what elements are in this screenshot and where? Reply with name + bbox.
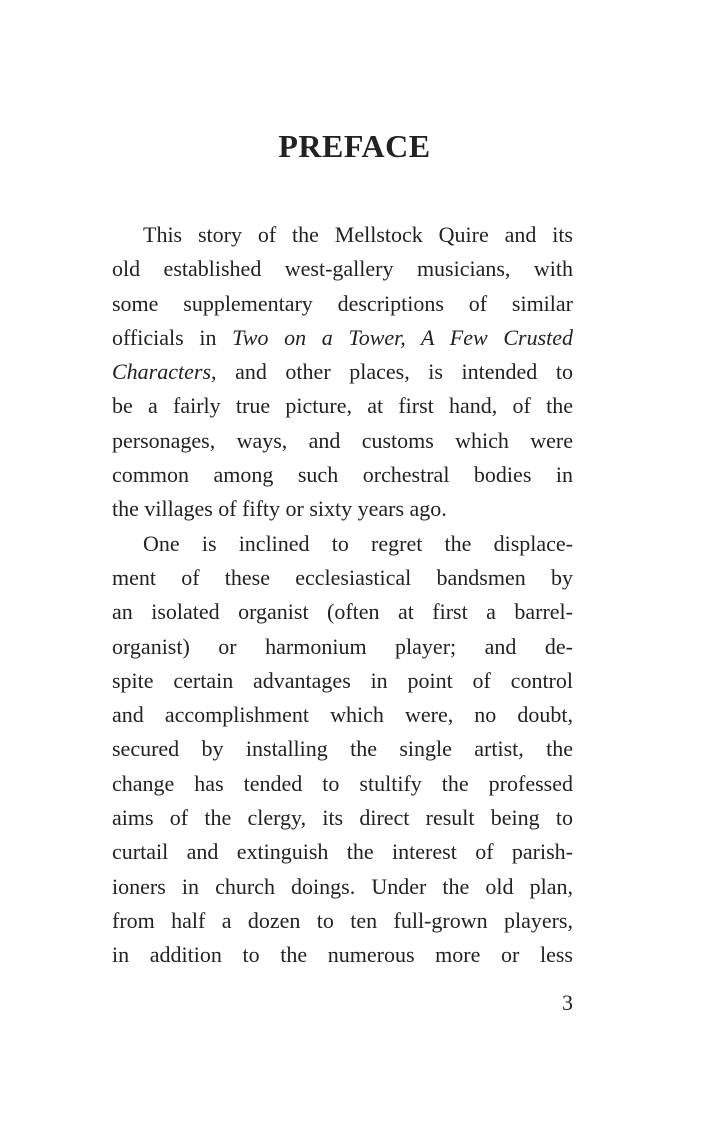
text-line [112,321,573,355]
italic-title-text: Characters [112,359,211,385]
text-segment: from half a dozen to ten full-grown players, [112,907,573,933]
text-line [112,561,573,595]
text-segment: old established west-gallery musicians, with [112,256,573,282]
text-segment: aims of the clergy, its direct result being to [112,805,573,831]
text-line [112,595,573,629]
text-segment: the villages of fifty or sixty years ago. [112,496,447,522]
text-segment: be a fairly true picture, at first hand, of the [112,393,573,419]
page-number: 3 [562,990,573,1015]
text-line [112,492,573,526]
text-segment: officials in [112,324,233,350]
text-line [112,664,573,698]
preface-body [112,218,573,973]
text-line [112,767,573,801]
text-segment: One is inclined to regret the displace- [143,530,573,556]
text-segment: in addition to the numerous more or less [112,942,573,968]
text-segment: ioners in church doings. Under the old plan, [112,873,573,899]
text-segment: common among such orchestral bodies in [112,462,573,488]
text-segment: spite certain advantages in point of control [112,667,573,693]
text-line [112,870,573,904]
text-segment: an isolated organist (often at first a barrel- [112,599,573,625]
text-line [112,424,573,458]
text-line [112,801,573,835]
text-line [112,355,573,389]
text-line [112,252,573,286]
text-line [112,732,573,766]
text-segment: personages, ways, and customs which were [112,427,573,453]
text-line [112,389,573,423]
text-segment: and accomplishment which were, no doubt, [112,702,573,728]
text-segment: curtail and extinguish the interest of parish- [112,839,573,865]
text-line [112,458,573,492]
text-segment: ment of these ecclesiastical bandsmen by [112,564,573,590]
text-segment: , and other places, is intended to [211,359,573,385]
text-segment: change has tended to stultify the professed [112,770,573,796]
page-title: PREFACE [278,128,431,164]
text-line [112,527,573,561]
text-line [112,218,573,252]
text-line [112,287,573,321]
text-segment: This story of the Mellstock Quire and its [143,222,573,247]
italic-title-text: Two on a Tower, A Few Crusted [232,324,574,350]
text-segment: organist) or harmonium player; and de- [112,633,573,659]
text-segment: secured by installing the single artist, the [112,736,573,762]
text-line [112,630,573,664]
text-line [112,904,573,938]
text-line [112,938,573,972]
text-line [112,835,573,869]
text-segment: some supplementary descriptions of similar [112,290,573,316]
text-line [112,698,573,732]
